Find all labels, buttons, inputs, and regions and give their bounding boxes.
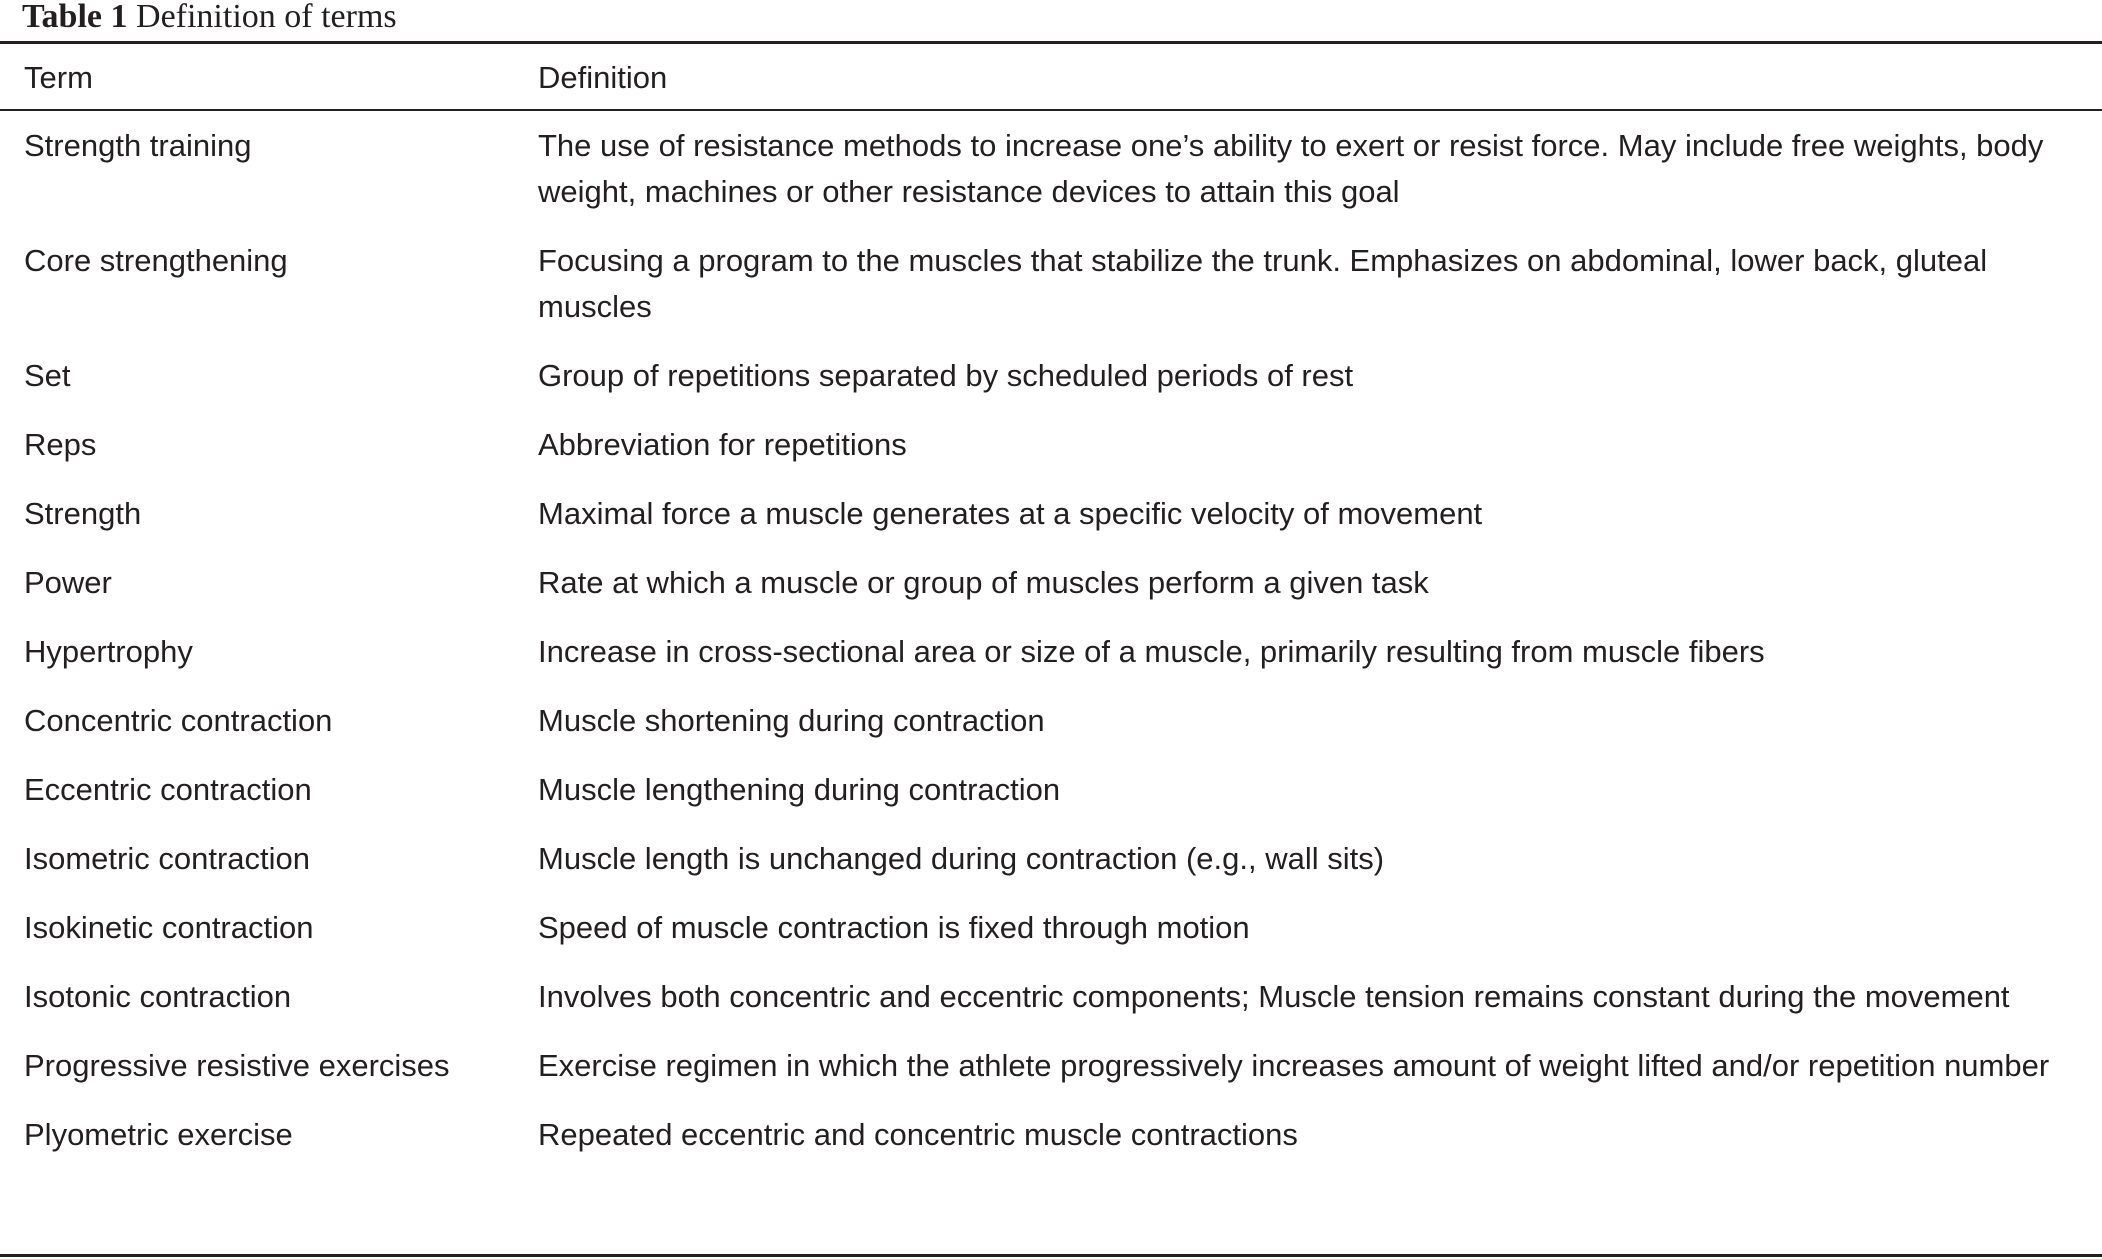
definition-cell: The use of resistance methods to increase one’s ability to exert or resist force. May include free weights, body weight, machines or other resistance devices to attain this goal xyxy=(538,128,2044,209)
term-cell: Progressive resistive exercises xyxy=(24,1048,450,1083)
table-row xyxy=(0,755,2102,824)
definition-cell: Rate at which a muscle or group of muscles perform a given task xyxy=(538,565,1429,600)
table-row xyxy=(0,1031,2102,1100)
table-row xyxy=(0,824,2102,893)
definition-cell: Muscle lengthening during contraction xyxy=(538,772,1061,807)
table-row xyxy=(0,686,2102,755)
table-caption xyxy=(22,0,397,40)
table-body xyxy=(0,111,2102,1169)
table-row xyxy=(0,341,2102,410)
term-cell: Strength training xyxy=(24,128,252,163)
definition-cell: Repeated eccentric and concentric muscle contractions xyxy=(538,1117,1298,1152)
term-cell: Isometric contraction xyxy=(24,841,310,876)
definition-cell: Muscle length is unchanged during contraction (e.g., wall sits) xyxy=(538,841,1385,876)
definition-cell: Muscle shortening during contraction xyxy=(538,703,1045,738)
table-row xyxy=(0,548,2102,617)
term-cell: Concentric contraction xyxy=(24,703,333,738)
column-header-definition: Definition xyxy=(538,60,668,95)
term-cell: Core strengthening xyxy=(24,243,288,278)
table-row xyxy=(0,893,2102,962)
definition-cell: Involves both concentric and eccentric components; Muscle tension remains constant during the movement xyxy=(538,979,2010,1014)
definition-cell: Exercise regimen in which the athlete progressively increases amount of weight lifted and/or repetition number xyxy=(538,1048,2050,1083)
table-header-row xyxy=(0,44,2102,109)
table-row xyxy=(0,479,2102,548)
definition-cell: Maximal force a muscle generates at a specific velocity of movement xyxy=(538,496,1483,531)
definition-cell: Increase in cross-sectional area or size of a muscle, primarily resulting from muscle fibers xyxy=(538,634,1765,669)
definition-cell: Abbreviation for repetitions xyxy=(538,427,907,462)
term-cell: Eccentric contraction xyxy=(24,772,312,807)
term-cell: Isotonic contraction xyxy=(24,979,292,1014)
table-row xyxy=(0,617,2102,686)
table-row xyxy=(0,1100,2102,1169)
term-cell: Power xyxy=(24,565,112,600)
term-cell: Reps xyxy=(24,427,97,462)
term-cell: Hypertrophy xyxy=(24,634,193,669)
term-cell: Strength xyxy=(24,496,142,531)
table-row xyxy=(0,410,2102,479)
definition-cell: Speed of muscle contraction is fixed through motion xyxy=(538,910,1250,945)
table-row xyxy=(0,226,2102,341)
table-bottom-rule xyxy=(0,1254,2102,1257)
table-caption-text: Definition of terms xyxy=(136,0,397,35)
term-cell: Isokinetic contraction xyxy=(24,910,314,945)
column-header-term: Term xyxy=(24,60,93,95)
table-caption-label: Table 1 xyxy=(22,0,128,35)
definition-cell: Focusing a program to the muscles that stabilize the trunk. Emphasizes on abdominal, lower back, gluteal muscles xyxy=(538,243,1988,324)
table-row xyxy=(0,111,2102,226)
term-cell: Set xyxy=(24,358,71,393)
definition-cell: Group of repetitions separated by scheduled periods of rest xyxy=(538,358,1354,393)
table-row xyxy=(0,962,2102,1031)
term-cell: Plyometric exercise xyxy=(24,1117,293,1152)
